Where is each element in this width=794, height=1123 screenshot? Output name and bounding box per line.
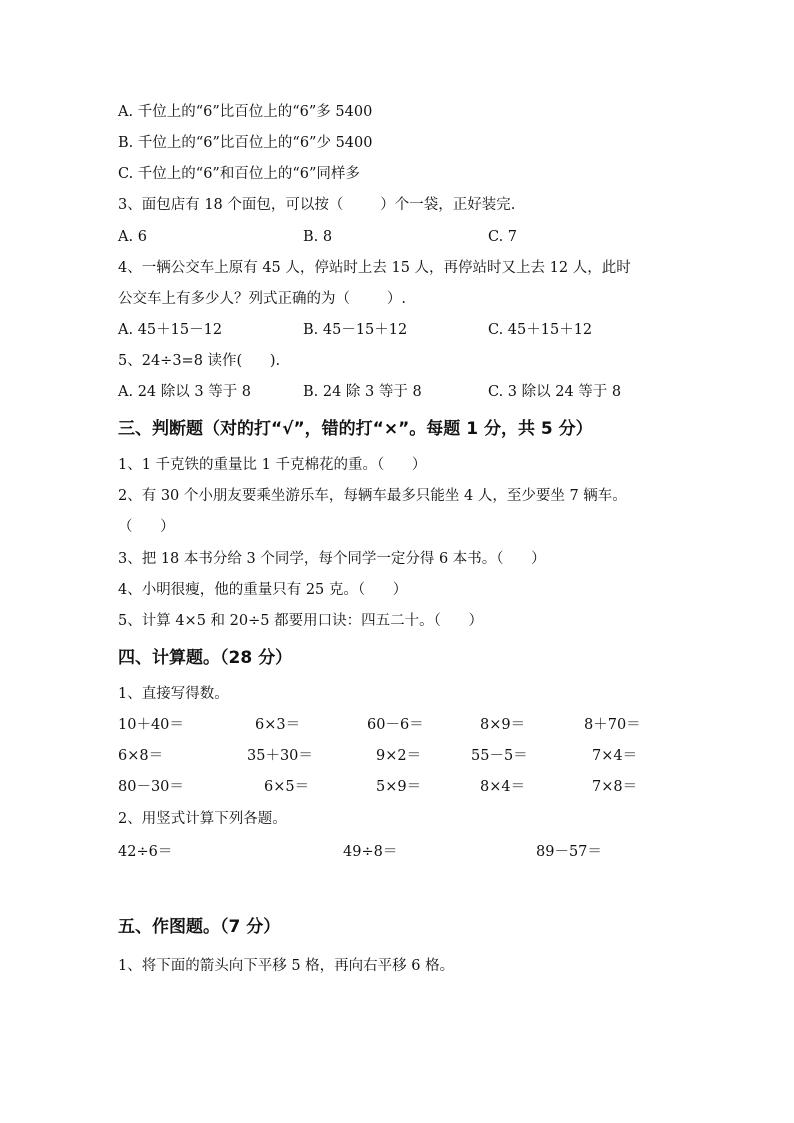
calc-r3-c1: 80－30＝	[118, 779, 184, 795]
q2-option-b: B. 千位上的“6”比百位上的“6”少 5400	[118, 135, 373, 151]
judge-item-1: 1、1 千克铁的重量比 1 千克棉花的重。（ ）	[118, 457, 427, 473]
q3-option-a: A. 6	[118, 229, 147, 245]
section4-heading: 四、计算题。（28 分）	[118, 648, 293, 668]
q4-option-b: B. 45－15＋12	[303, 322, 408, 338]
calc-r3-c3: 5×9＝	[376, 779, 422, 795]
calc-r1-c2: 6×3＝	[255, 717, 301, 733]
calc-r2-c3: 9×2＝	[376, 748, 422, 764]
judge-item-4: 4、小明很瘦，他的重量只有 25 克。（ ）	[118, 582, 408, 598]
calc-r2-c1: 6×8＝	[118, 748, 164, 764]
calc-r1-c1: 10＋40＝	[118, 717, 184, 733]
calc-r1-c3: 60－6＝	[367, 717, 424, 733]
vertical-calc-2: 49÷8＝	[343, 844, 398, 860]
q5-stem: 5、24÷3=8 读作( ).	[118, 353, 281, 369]
calc-r1-c5: 8＋70＝	[584, 717, 641, 733]
judge-item-2-brackets: （ ）	[118, 519, 175, 535]
q3-option-c: C. 7	[488, 229, 518, 245]
section5-heading: 五、作图题。（7 分）	[118, 917, 281, 937]
q3-option-b: B. 8	[303, 229, 333, 245]
calc-r1-c4: 8×9＝	[480, 717, 526, 733]
judge-item-2: 2、有 30 个小朋友要乘坐游乐车，每辆车最多只能坐 4 人，至少要坐 7 辆车。	[118, 488, 627, 504]
judge-item-3: 3、把 18 本书分给 3 个同学，每个同学一定分得 6 本书。（ ）	[118, 551, 546, 567]
q4-stem-line2: 公交车上有多少人？列式正确的为（ ）.	[118, 291, 406, 307]
q5-option-a: A. 24 除以 3 等于 8	[118, 384, 252, 400]
vertical-calc-3: 89－57＝	[536, 844, 602, 860]
calc-r2-c4: 55－5＝	[471, 748, 528, 764]
calc-r2-c2: 35＋30＝	[247, 748, 313, 764]
judge-item-5: 5、计算 4×5 和 20÷5 都要用口诀：四五二十。（ ）	[118, 613, 483, 629]
q3-stem: 3、面包店有 18 个面包，可以按（ ）个一袋，正好装完.	[118, 197, 516, 213]
q4-option-a: A. 45＋15－12	[118, 322, 223, 338]
calc-r3-c4: 8×4＝	[480, 779, 526, 795]
calc-r3-c2: 6×5＝	[264, 779, 310, 795]
calc-r3-c5: 7×8＝	[592, 779, 638, 795]
q2-option-c: C. 千位上的“6”和百位上的“6”同样多	[118, 166, 360, 182]
calc-sub1-label: 1、直接写得数。	[118, 686, 229, 702]
draw-sub1-label: 1、将下面的箭头向下平移 5 格，再向右平移 6 格。	[118, 958, 455, 974]
calc-sub2-label: 2、用竖式计算下列各题。	[118, 811, 287, 827]
q5-option-b: B. 24 除 3 等于 8	[303, 384, 422, 400]
q4-option-c: C. 45＋15＋12	[488, 322, 593, 338]
q4-stem-line1: 4、一辆公交车上原有 45 人，停站时上去 15 人，再停站时又上去 12 人，此时	[118, 260, 631, 276]
calc-r2-c5: 7×4＝	[592, 748, 638, 764]
vertical-calc-1: 42÷6＝	[118, 844, 173, 860]
q2-option-a: A. 千位上的“6”比百位上的“6”多 5400	[118, 104, 373, 120]
q5-option-c: C. 3 除以 24 等于 8	[488, 384, 622, 400]
section3-heading: 三、判断题（对的打“√”，错的打“×”。每题 1 分，共 5 分）	[118, 419, 593, 439]
